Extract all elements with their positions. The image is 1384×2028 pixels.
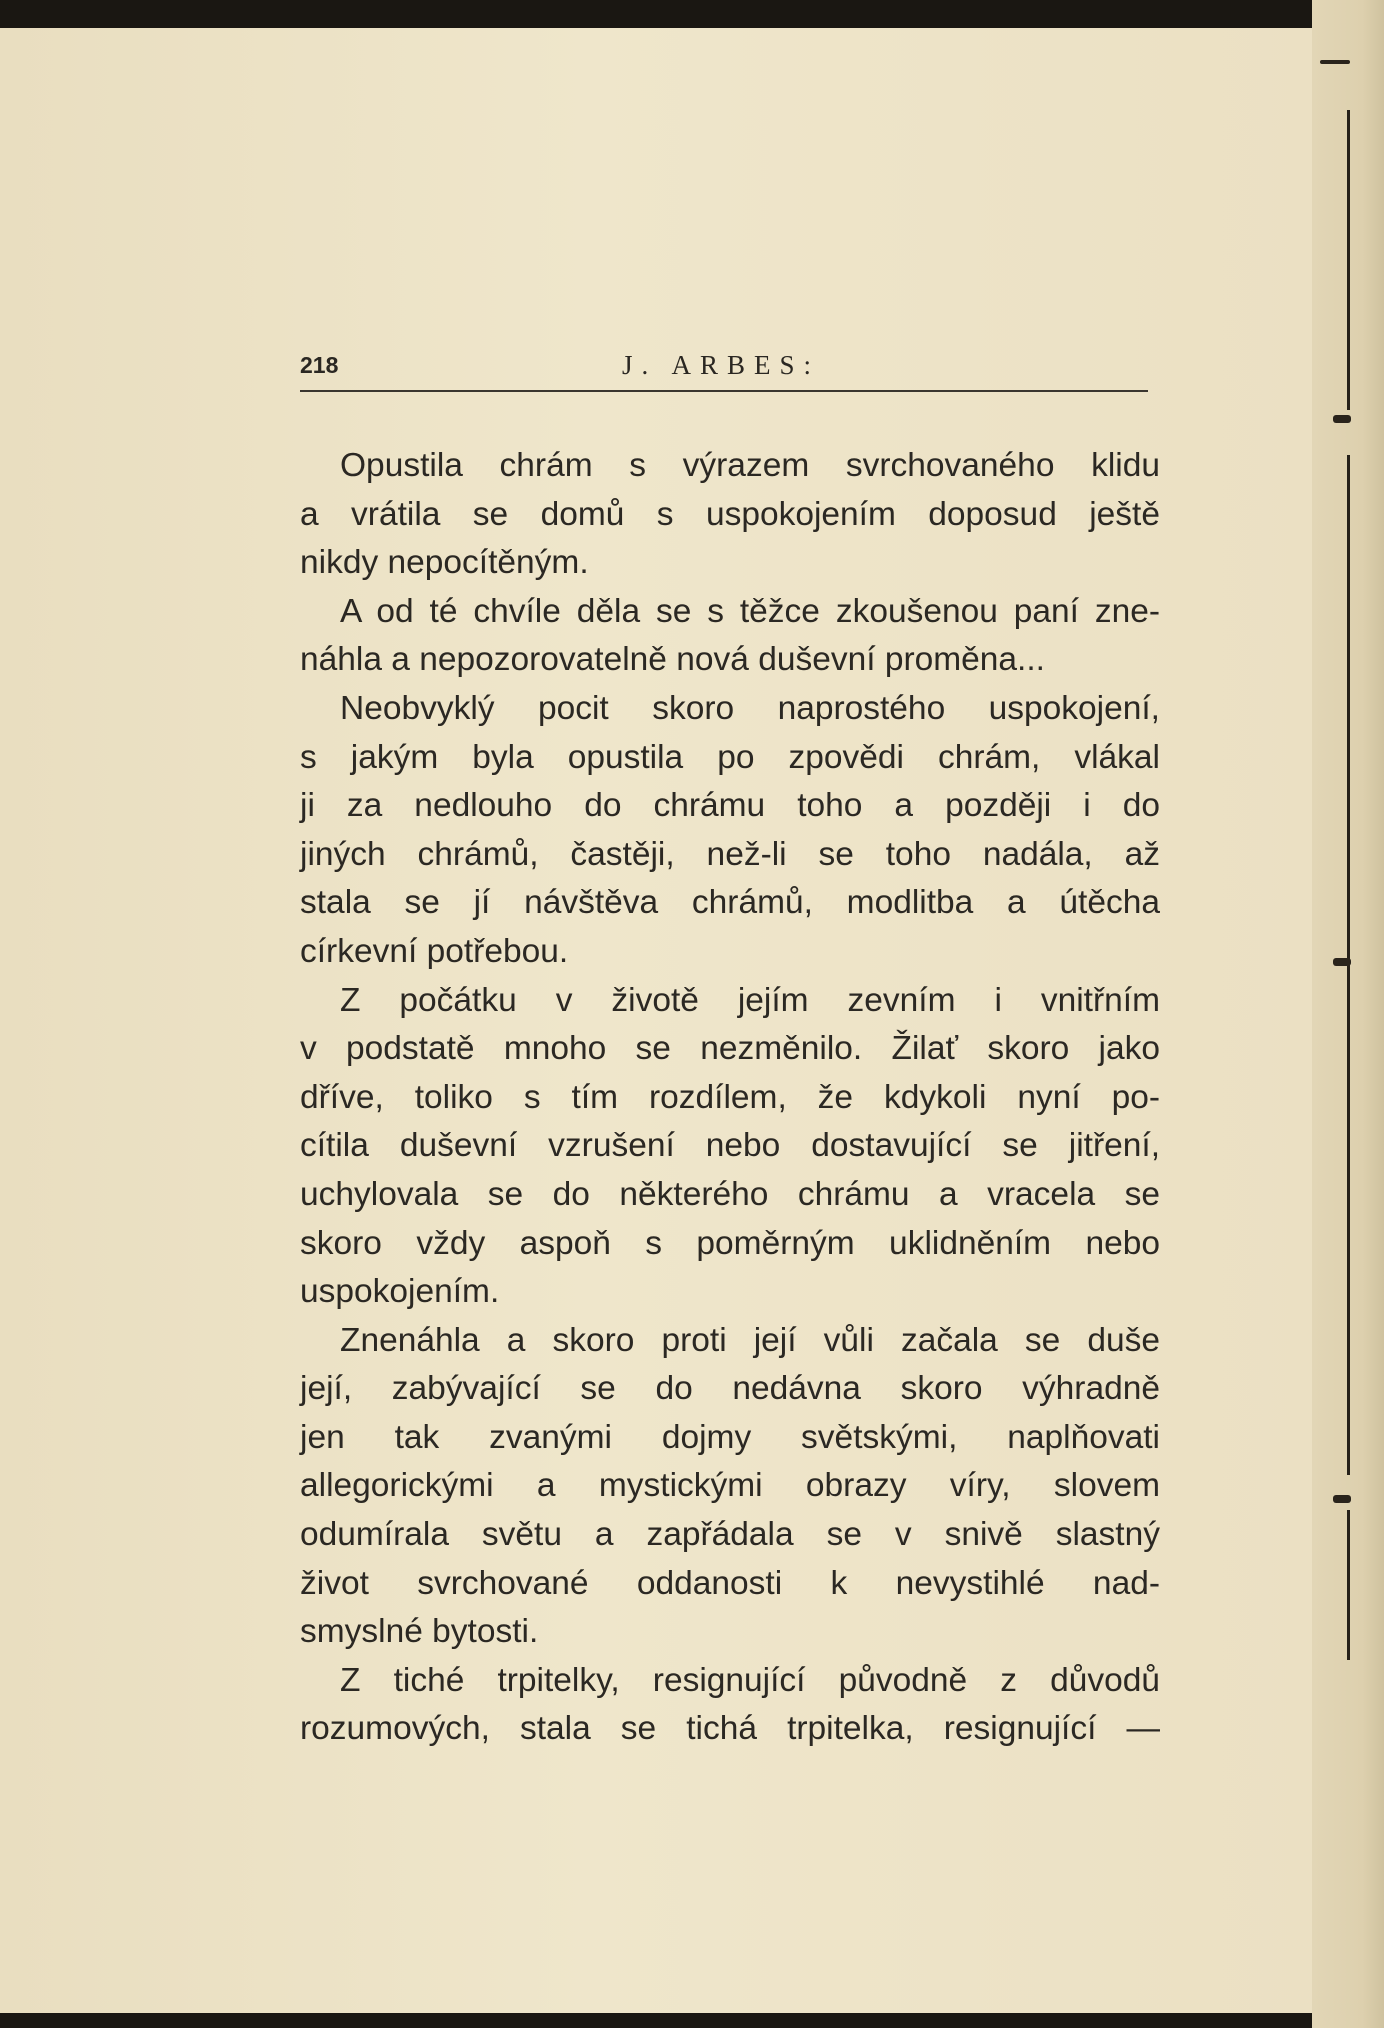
text-line: Z počátku v životě jejím zevním i vnitřním: [340, 981, 1160, 1019]
text-line: Znenáhla a skoro proti její vůli začala se duše: [340, 1321, 1160, 1359]
body-text: [300, 442, 1160, 1754]
paragraph: [300, 1317, 1160, 1657]
text-line: Z tiché trpitelky, resignující původně z důvodů: [340, 1661, 1160, 1699]
text-line: Neobvyklý pocit skoro naprostého uspokojení,: [340, 689, 1160, 727]
text-line: náhla a nepozorovatelně nová duševní proměna...: [300, 641, 1045, 679]
text-line: smyslné bytosti.: [300, 1613, 539, 1651]
paragraph: [300, 1657, 1160, 1754]
text-line: A od té chvíle děla se s těžce zkoušenou paní zne-: [340, 592, 1160, 630]
text-line: uspokojením.: [300, 1273, 500, 1311]
spine-crease-line: [1347, 455, 1350, 975]
text-line: stala se jí návštěva chrámů, modlitba a útěcha: [300, 884, 1160, 922]
text-line: život svrchované oddanosti k nevystihlé nad-: [300, 1564, 1160, 1602]
text-line: její, zabývající se do nedávna skoro výhradně: [300, 1370, 1160, 1408]
text-line: v podstatě mnoho se nezměnilo. Žilať skoro jako: [300, 1030, 1160, 1068]
text-line: ji za nedlouho do chrámu toho a později i do: [300, 787, 1160, 825]
text-line: rozumových, stala se tichá trpitelka, resignující —: [300, 1710, 1160, 1748]
paragraph: [300, 588, 1160, 685]
spine-mark: [1333, 1495, 1351, 1503]
page-header: [300, 352, 1148, 392]
spine-crease-line: [1347, 975, 1350, 1475]
text-line: cítila duševní vzrušení nebo dostavující se jitření,: [300, 1127, 1160, 1165]
text-line: dříve, toliko s tím rozdílem, že kdykoli nyní po-: [300, 1078, 1160, 1116]
text-line: uchylovala se do některého chrámu a vracela se: [300, 1175, 1160, 1213]
spine-crease-line: [1347, 110, 1350, 410]
running-head: J. ARBES:: [622, 350, 821, 380]
spine-mark: [1333, 958, 1351, 966]
spine-crease-line: [1347, 1510, 1350, 1660]
paragraph: [300, 685, 1160, 977]
spine-mark: [1320, 60, 1350, 64]
text-line: jen tak zvanými dojmy světskými, naplňovati: [300, 1418, 1160, 1456]
text-line: odumírala světu a zapřádala se v snivě slastný: [300, 1516, 1160, 1554]
header-rule: [300, 390, 1148, 392]
page-number: 218: [300, 352, 339, 378]
text-line: skoro vždy aspoň s poměrným uklidněním nebo: [300, 1224, 1160, 1262]
text-line: s jakým byla opustila po zpovědi chrám, vlákal: [300, 738, 1160, 776]
paragraph: [300, 442, 1160, 588]
spine-mark: [1333, 415, 1351, 423]
text-line: a vrátila se domů s uspokojením doposud ještě: [300, 495, 1160, 533]
text-line: nikdy nepocítěným.: [300, 544, 589, 582]
text-line: církevní potřebou.: [300, 932, 569, 970]
text-line: Opustila chrám s výrazem svrchovaného klidu: [340, 447, 1160, 484]
text-line: jiných chrámů, častěji, než-li se toho nadála, až: [300, 835, 1160, 873]
paragraph: [300, 977, 1160, 1317]
text-line: allegorickými a mystickými obrazy víry, slovem: [300, 1467, 1160, 1505]
